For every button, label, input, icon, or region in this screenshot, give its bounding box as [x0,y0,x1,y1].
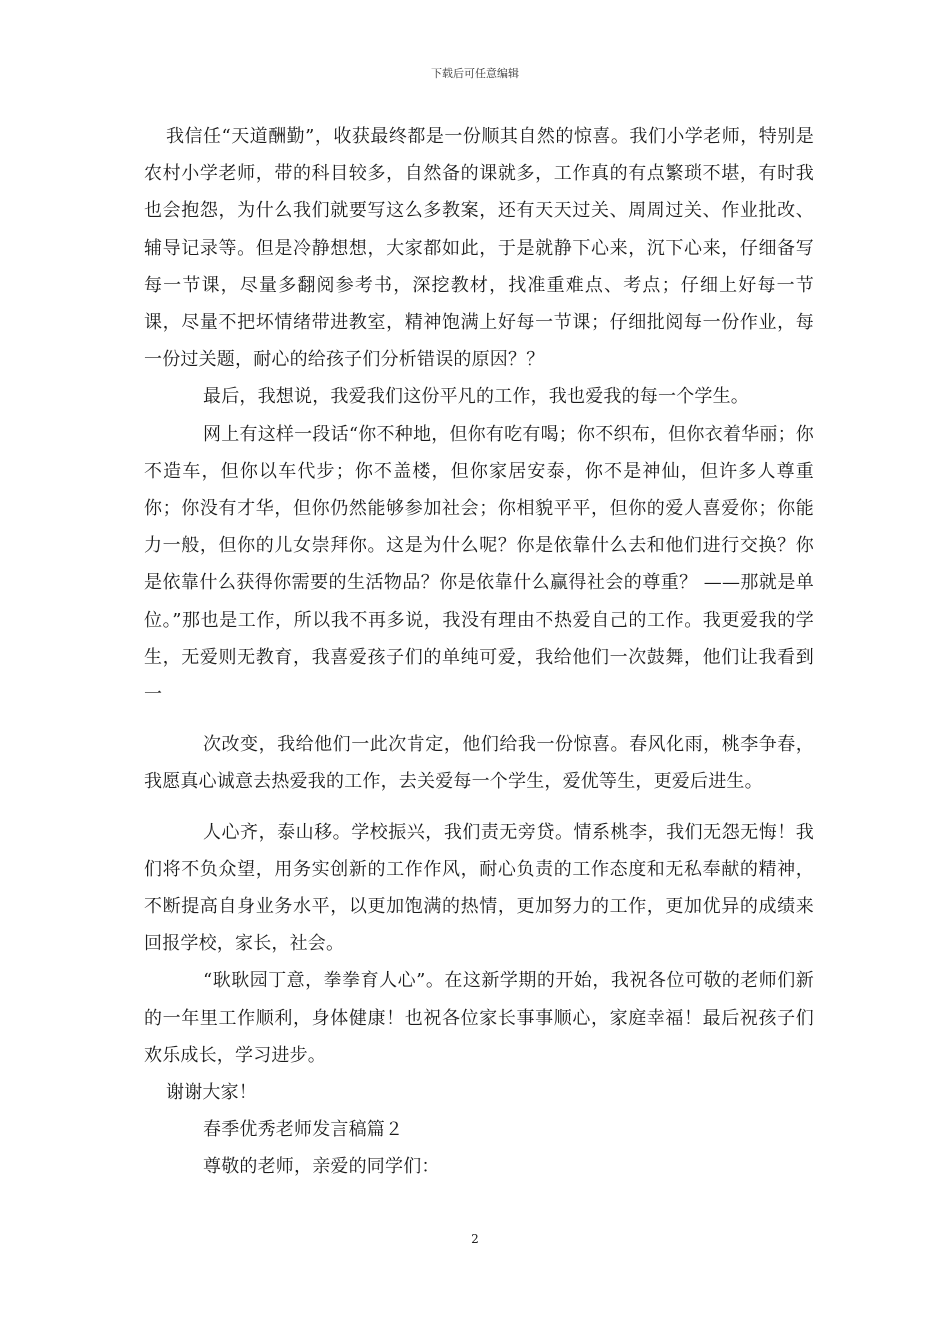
page-number: 2 [471,1232,479,1246]
paragraph-thanks: 谢谢大家！ [166,1082,257,1104]
paragraph-wishes: “耿耿园丁意，拳拳育人心”。在这新学期的开始，我祝各位可敬的老师们新的一年里工作顺利，身体健康！也祝各位家长事事顺心，家庭幸福！最后祝孩子们欢乐成长，学习进步。 [144,970,814,1066]
document-body [144,118,814,1186]
paragraph-change: 次改变，我给他们一此次肯定，他们给我一份惊喜。春风化雨，桃李争春，我愿真心诚意去热爱我的工作，去关爱每一个学生，爱优等生，更爱后进生。 [144,734,814,793]
page-header-note: 下载后可任意编辑 [431,67,519,80]
salutation: 尊敬的老师，亲爱的同学们： [203,1156,440,1178]
paragraph-diligence: 我信任“天道酬勤”，收获最终都是一份顺其自然的惊喜。我们小学老师，特别是农村小学老师，带的科目较多，自然备的课就多，工作真的有点繁琐不堪，有时我也会抱怨，为什么我们就要写这么多教案，还有天天过关、周周过关、作业批改、辅导记录等。但是冷静想想，大家都如此，于是就静下心来，沉下心来，仔细备写每一节课，尽量多翻阅参考书，深挖教材，找准重难点、考点；仔细上好每一节课，尽量不把坏情绪带进教室，精神饱满上好每一节课；仔细批阅每一份作业，每一份过关题，耐心的给孩子们分析错误的原因？？ [144,126,814,371]
paragraph-finally: 最后，我想说，我爱我们这份平凡的工作，我也爱我的每一个学生。 [203,386,749,408]
section-title: 春季优秀老师发言稿篇２ [203,1119,404,1141]
paragraph-online-quote: 网上有这样一段话“你不种地，但你有吃有喝；你不织布，但你衣着华丽；你不造车，但你以车代步；你不盖楼，但你家居安泰，你不是神仙，但许多人尊重你；你没有才华，但你仍然能够参加社会；你相貌平平，但你的爱人喜爱你；你能力一般，但你的儿女崇拜你。这是为什么呢？你是依靠什么去和他们进行交换？你是依靠什么获得你需要的生活物品？你是依靠什么赢得社会的尊重？ ——那就是单位。”那也是工作，所以我不再多说，我没有理由不热爱自己的工作。我更爱我的学生，无爱则无教育，我喜爱孩子们的单纯可爱，我给他们一次鼓舞，他们让我看到一 [144,423,814,706]
paragraph-unity: 人心齐，泰山移。学校振兴，我们责无旁贷。情系桃李，我们无怨无悔！我们将不负众望，用务实创新的工作作风，耐心负责的工作态度和无私奉献的精神，不断提高自身业务水平，以更加饱满的热情，更加努力的工作，更加优异的成绩来回报学校，家长，社会。 [144,821,814,955]
